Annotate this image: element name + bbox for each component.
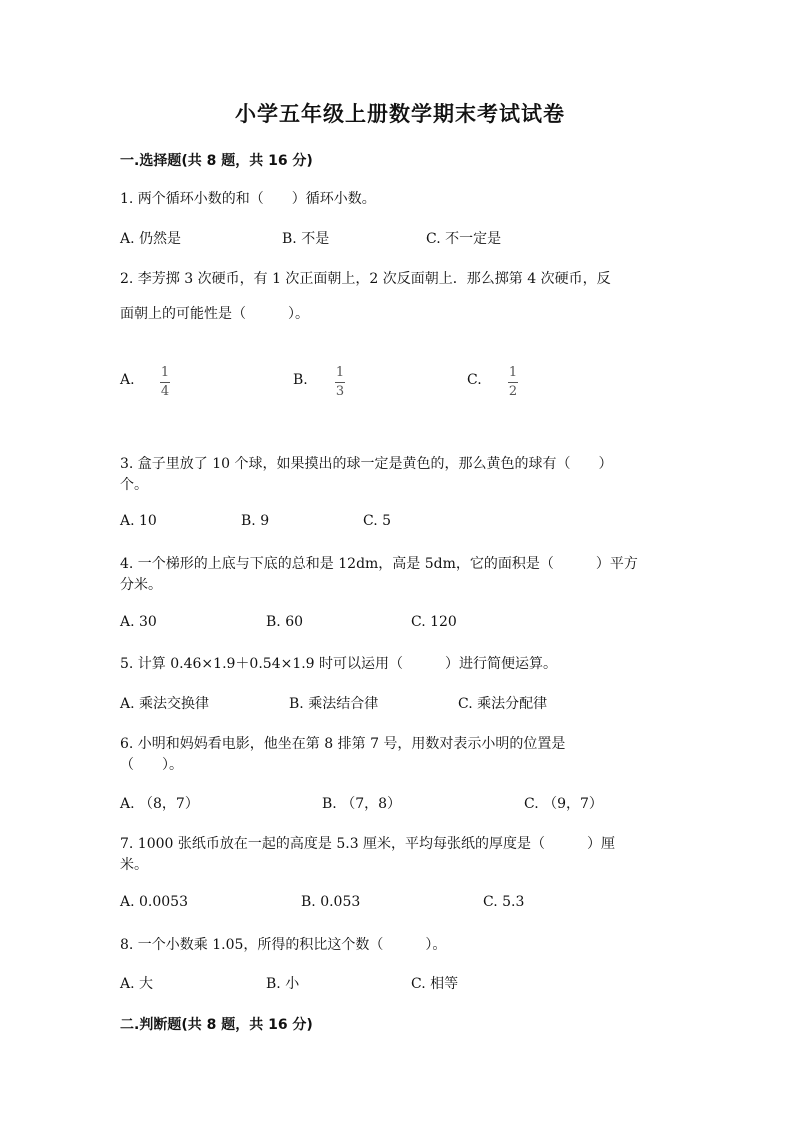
fraction-numerator: 1 [508,365,518,380]
question-3-text-line-2: 个。 [120,477,148,493]
question-6-option-a: A. （8，7） [120,796,199,812]
question-4-text-line-2: 分米。 [120,577,162,593]
question-7-option-c: C. 5.3 [483,894,525,910]
question-6-text-line-2: （ ）。 [120,757,183,773]
question-3-option-b: B. 9 [241,513,270,529]
fraction-denominator: 2 [508,384,518,399]
fraction-bar [508,382,518,383]
page-title: 小学五年级上册数学期末考试试卷 [235,102,565,126]
question-2-option-c: C. [467,372,482,388]
question-7-text-line-2: 米。 [120,857,148,873]
fraction-denominator: 3 [335,384,345,399]
question-4-text-line-1: 4. 一个梯形的上底与下底的总和是 12dm，高是 5dm，它的面积是（ ）平方 [120,556,638,572]
question-8-option-c: C. 相等 [411,976,459,992]
question-2-option-b: B. [293,372,308,388]
question-6-option-b: B. （7，8） [322,796,402,812]
fraction-bar [335,382,345,383]
question-2-option-a-fraction [160,366,170,399]
question-3-option-a: A. 10 [120,513,157,529]
question-5-option-a: A. 乘法交换律 [120,696,210,712]
fraction-bar [160,382,170,383]
question-1-option-b: B. 不是 [282,231,330,247]
question-2-option-a: A. [120,372,135,388]
section-heading-judgement: 二.判断题(共 8 题，共 16 分) [120,1017,313,1033]
question-4-option-b: B. 60 [266,614,304,630]
question-6-option-c: C. （9，7） [524,796,603,812]
question-5-text: 5. 计算 0.46×1.9＋0.54×1.9 时可以运用（ ）进行简便运算。 [120,656,558,672]
question-1-option-c: C. 不一定是 [426,231,502,247]
question-5-option-b: B. 乘法结合律 [289,696,379,712]
question-3-text-line-1: 3. 盒子里放了 10 个球，如果摸出的球一定是黄色的，那么黄色的球有（ ） [120,456,613,472]
question-8-option-b: B. 小 [266,976,300,992]
question-7-option-a: A. 0.0053 [120,894,188,910]
question-3-option-c: C. 5 [363,513,392,529]
question-2-option-b-fraction [335,366,345,399]
question-4-option-a: A. 30 [120,614,157,630]
question-4-option-c: C. 120 [411,614,457,630]
fraction-numerator: 1 [160,365,170,380]
question-7-text-line-1: 7. 1000 张纸币放在一起的高度是 5.3 厘米，平均每张纸的厚度是（ ）厘 [120,836,616,852]
question-2-text-line-1: 2. 李芳掷 3 次硬币，有 1 次正面朝上，2 次反面朝上．那么掷第 4 次硬币，反 [120,271,611,287]
question-5-option-c: C. 乘法分配律 [458,696,548,712]
section-heading-choice: 一.选择题(共 8 题，共 16 分) [120,153,313,169]
fraction-numerator: 1 [335,365,345,380]
question-2-option-c-fraction [508,366,518,399]
question-8-option-a: A. 大 [120,976,154,992]
fraction-denominator: 4 [160,384,170,399]
question-2-text-line-2: 面朝上的可能性是（ ）。 [120,306,309,322]
question-7-option-b: B. 0.053 [301,894,361,910]
question-1-text: 1. 两个循环小数的和（ ）循环小数。 [120,191,376,207]
question-6-text-line-1: 6. 小明和妈妈看电影，他坐在第 8 排第 7 号，用数对表示小明的位置是 [120,736,566,752]
question-8-text: 8. 一个小数乘 1.05，所得的积比这个数（ ）。 [120,937,447,953]
question-1-option-a: A. 仍然是 [120,231,182,247]
